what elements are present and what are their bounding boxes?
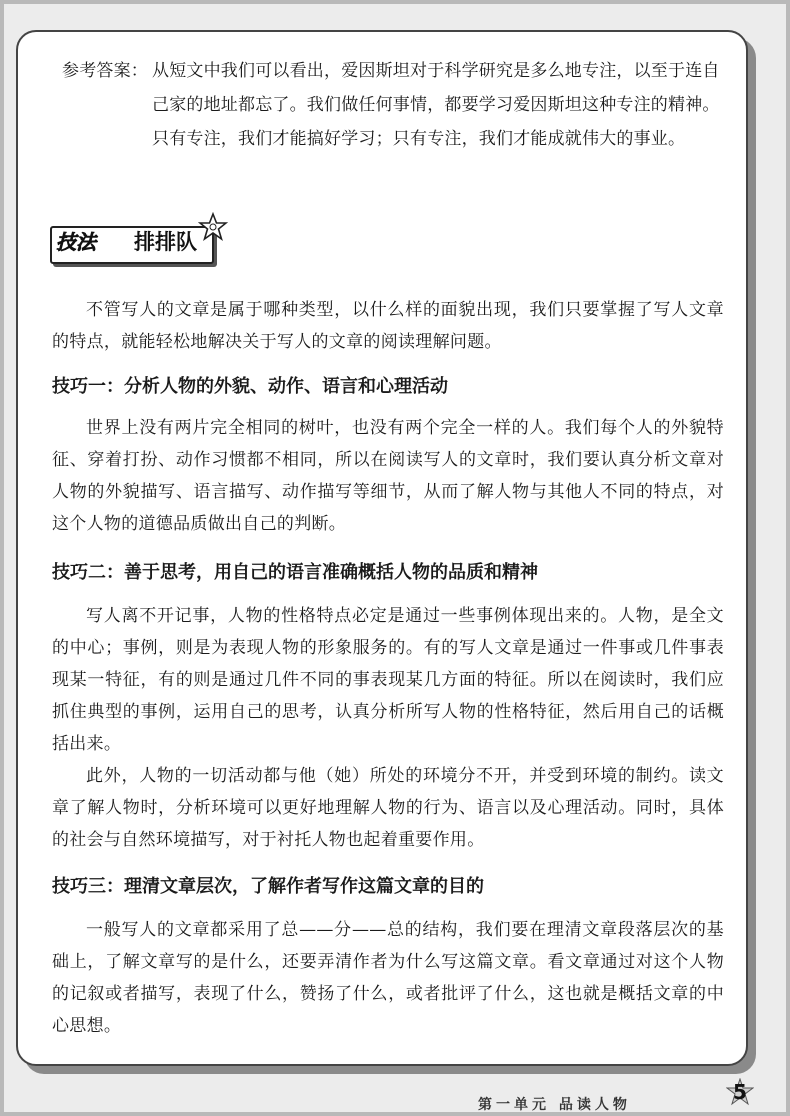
intro-paragraph: 不管写人的文章是属于哪种类型，以什么样的面貌出现，我们只要掌握了写人文章的特点，就能轻松地解决关于写人的文章的阅读理解问题。 (52, 300, 724, 352)
skill-2-paragraph-1: 写人离不开记事，人物的性格特点必定是通过一些事例体现出来的。人物，是全文的中心；事例，则是为表现人物的形象服务的。有的写人文章是通过一件事或几件事表现某一特征，有的则是通过几件不同的事表现某几方面的特征。所以在阅读时，我们应抓住典型的事例，运用自己的思考，认真分析所写人物的性格特征，然后用自己的话概括出来。 (52, 606, 724, 754)
banner-label: 技法 (56, 230, 96, 254)
skill-3-body (52, 914, 724, 1042)
banner-title: 排排队 (134, 230, 197, 254)
skill-heading-3: 技巧三：理清文章层次，了解作者写作这篇文章的目的 (52, 876, 484, 897)
skill-2-paragraph-2: 此外，人物的一切活动都与他（她）所处的环境分不开，并受到环境的制约。读文章了解人物时，分析环境可以更好地理解人物的行为、语言以及心理活动。同时，具体的社会与自然环境描写，对于衬托人物也起着重要作用。 (52, 766, 724, 850)
page-number: 5 (733, 1080, 747, 1104)
page-number-badge (726, 1078, 754, 1106)
skill-1-body (52, 412, 724, 540)
skill-heading-1: 技巧一：分析人物的外貌、动作、语言和心理活动 (52, 376, 448, 397)
answer-label: 参考答案： (62, 61, 148, 81)
reference-answer (62, 54, 732, 156)
skill-heading-2: 技巧二：善于思考，用自己的语言准确概括人物的品质和精神 (52, 562, 538, 583)
skill-3-paragraph: 一般写人的文章都采用了总——分——总的结构，我们要在理清文章段落层次的基础上，了解文章写的是什么，还要弄清作者为什么写这篇文章。看文章通过对这个人物的记叙或者描写，表现了什么，赞扬了什么，或者批评了什么，这也就是概括文章的中心思想。 (52, 920, 724, 1036)
section-banner (50, 226, 214, 264)
skill-2-body (52, 600, 724, 856)
answer-text: 从短文中我们可以看出，爱因斯坦对于科学研究是多么地专注，以至于连自己家的地址都忘了。我们做任何事情，都要学习爱因斯坦这种专注的精神。只有专注，我们才能搞好学习；只有专注，我们才能成就伟大的事业。 (152, 61, 720, 149)
star-icon (198, 212, 228, 242)
unit-footer: 第一单元 品读人物 (478, 1097, 631, 1113)
content-panel (16, 30, 748, 1066)
skill-1-paragraph: 世界上没有两片完全相同的树叶，也没有两个完全一样的人。我们每个人的外貌特征、穿着打扮、动作习惯都不相同，所以在阅读写人的文章时，我们要认真分析文章对人物的外貌描写、语言描写、动作描写等细节，从而了解人物与其他人不同的特点，对这个人物的道德品质做出自己的判断。 (52, 418, 724, 534)
intro-block (52, 294, 724, 358)
